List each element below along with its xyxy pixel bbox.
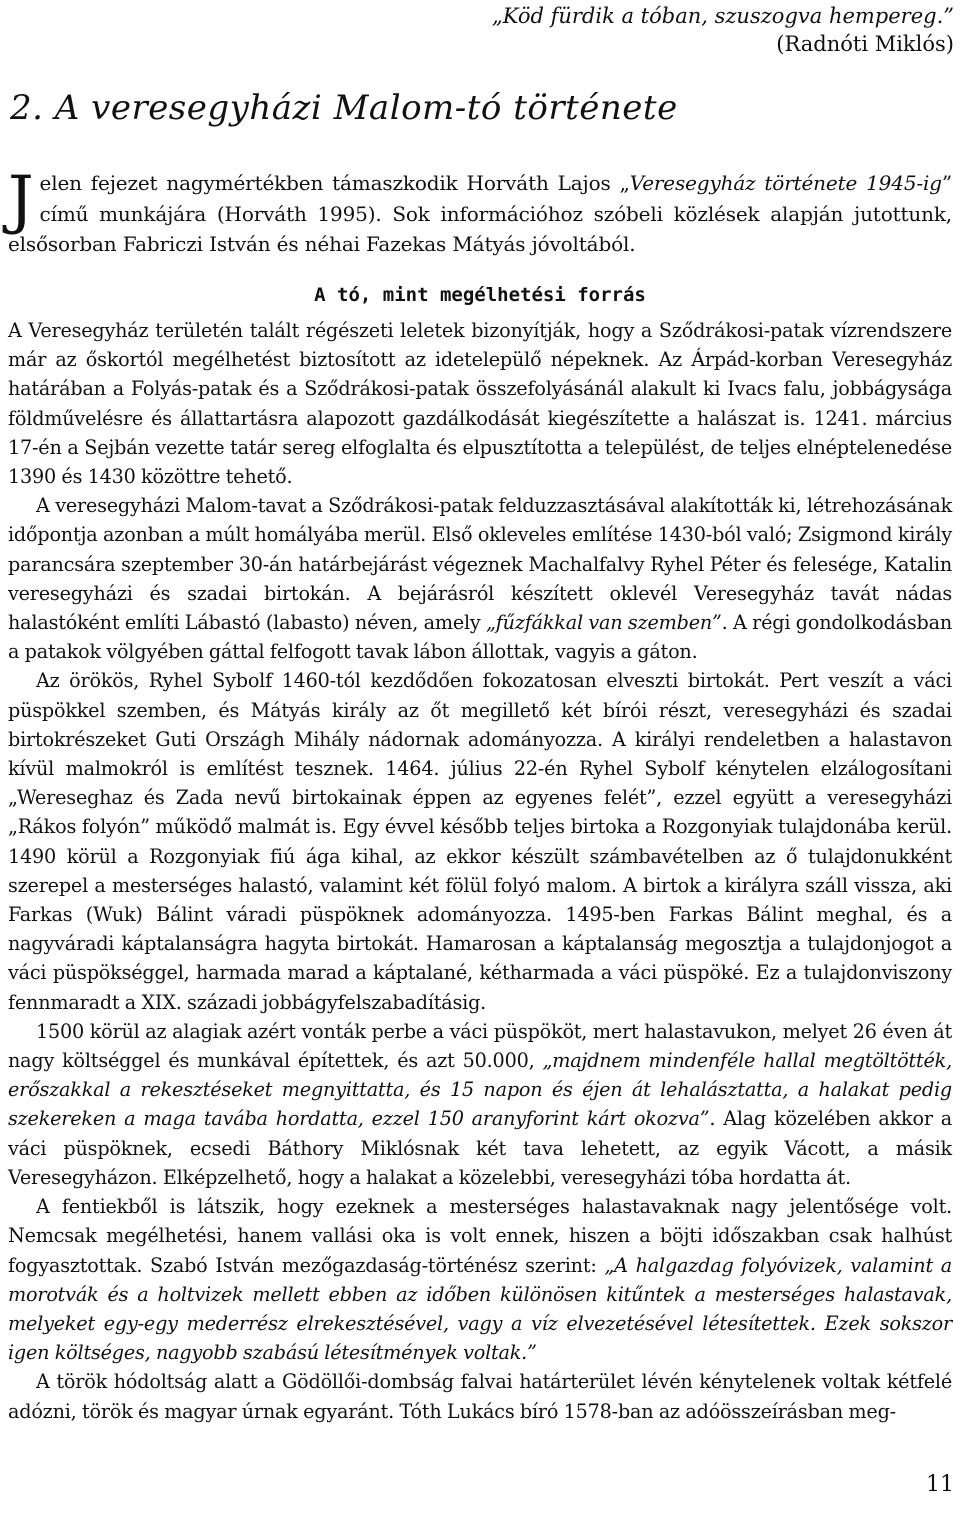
intro-text-end: ” című munkájára (Horváth 1995). Sok információhoz szóbeli közlések alapján jutottunk, elsősorban Fabriczi István és néhai Fazekas Mátyás jóvoltából.	[8, 171, 952, 256]
epigraph	[492, 2, 954, 58]
paragraph-5-text-start: A fentiekből is látszik, hogy ezeknek a mesterséges halastavaknak nagy jelentősége volt. Nemcsak megélhetési, hanem vallási oka is volt ennek, hiszen a böjti időszakban csak halhúst fogyasztottak. Szabó István mezőgazdaság-történész szerint:	[8, 1195, 952, 1277]
section-heading: A tó, mint megélhetési forrás	[314, 284, 646, 306]
paragraph-3: Az örökös, Ryhel Sybolf 1460-tól kezdődően fokozatosan elveszti birtokát. Pert veszít a váci püspökkel szemben, és Mátyás király az őt megillető két bírói részt, veresegyházi és szadai birtokrészeket Guti Országh Mihály nádornak adományozza. A királyi rendeletben a halastavon kívül malmokról is említést tesznek. 1464. július 22-én Ryhel Sybolf kénytelen elzálogosítani „Wereseghaz és Zada nevű birtokainak éppen az egyenes felét”, ezzel együtt a veresegyházi „Rákos folyón” működő malmát is. Egy évvel később teljes birtoka a Rozgonyiak tulajdonába kerül. 1490 körül a Rozgonyiak fiú ága kihal, az ekkor készült számbavételben az ő tulajdonukként szerepel a mesterséges halastó, valamint két fölül folyó malom. A birtok a királyra száll vissza, aki Farkas (Wuk) Bálint váradi püspöknek adományozza. 1495-ben Farkas Bálint meghal, és a nagyváradi káptalanságra hagyta birtokát. Hamarosan a káptalanság megosztja a tulajdonjogot a váci püspökséggel, harmada marad a káptalané, kétharmada a váci püspöké. Ez a tulajdonviszony fennmaradt a XIX. századi jobbágyfelszabadításig.	[8, 669, 952, 1014]
page-number: 11	[926, 1472, 954, 1497]
paragraph-5-quote: „A halgazdag folyóvizek, valamint a morotvák és a holtvizek mellett ebben az időben különösen kitűntek a mesterséges halastavak, melyeket egy-egy mederrész elrekesztésével, vagy a víz elvezetésével létesítettek. Ezek sokszor igen költséges, nagyobb szabású létesítmények voltak.”	[8, 1253, 952, 1365]
intro-paragraph	[8, 163, 952, 260]
drop-cap: J	[8, 163, 34, 237]
paragraph-1: A Veresegyház területén talált régészeti leletek bizonyítják, hogy a Sződrákosi-patak vízrendszere már az őskortól megélhetést biztosított az idetelepülő népeknek. Az Árpád-korban Veresegyház határában a Folyás-patak és a Sződrákosi-patak összefolyásánál alakult ki Ivacs falu, jobbágysága földművelésre és állattartásra alapozott gazdálkodását kiegészítette a halászat is. 1241. március 17-én a Sejbán vezette tatár sereg elfoglalta és elpusztította a települést, de teljes elnéptelenedése 1390 és 1430 közöttre tehető.	[8, 319, 952, 489]
paragraph-2-text-start: A veresegyházi Malom-tavat a Sződrákosi-patak felduzzasztásával alakították ki, létrehozásának időpontja azonban a múlt homályába merül. Első okleveles említése 1430-ból való; Zsigmond király parancsára szeptember 30-án határbejárást végeznek Machalfalvy Ryhel Péter és felesége, Katalin veresegyházi és szadai birtokán. A bejárásról készített oklevél Veresegyház tavát nádas halastóként említi Lábastó (labasto) néven, amely	[8, 494, 952, 635]
epigraph-quote: „Köd fürdik a tóban, szuszogva hempereg.”	[491, 4, 954, 28]
paragraph-6: A török hódoltság alatt a Gödöllői-dombság falvai határterület lévén kénytelenek voltak kétfelé adózni, török és magyar úrnak egyaránt. Tóth Lukács bíró 1578-ban az adóösszeírásban meg-	[8, 1370, 952, 1423]
epigraph-author: (Radnóti Miklós)	[776, 32, 954, 56]
paragraph-2	[8, 491, 952, 666]
paragraph-4-text-start: 1500 körül az alagiak azért vonták perbe a váci püspököt, mert halastavukon, melyet 26 éven át nagy költséggel és munkával építettek, és azt 50.000,	[8, 1019, 952, 1073]
paragraph-5	[8, 1192, 952, 1367]
paragraph-2-text-end: . A régi gondolkodásban a patakok völgyében gáttal felfogott tavak lábon állottak, vagyis a gáton.	[8, 611, 952, 664]
paragraph-4-quote: „majdnem mindenféle hallal megtöltötték, erőszakkal a rekesztéseket megnyittatta, és 15 napon és éjen át lehalásztatta, a halakat pedig szekereken a maga tavába hordatta, ezzel 150 aranyforint kárt okozva”	[8, 1049, 952, 1131]
body-text	[8, 316, 952, 1426]
paragraph-2-quote: „fűzfákkal van szemben”	[486, 611, 722, 635]
paragraph-4-text-end: . Alag közelében akkor a váci püspöknek, ecsedi Báthory Miklósnak két tava lehetett, az egyik Vácott, a másik Veresegyházon. Elképzelhető, hogy a halakat a közelebbi, veresegyházi tóba hordatta át.	[8, 1107, 952, 1189]
chapter-title: 2. A veresegyházi Malom-tó története	[10, 88, 678, 128]
paragraph-4	[8, 1017, 952, 1192]
intro-book-title: Veresegyház története 1945-ig	[629, 171, 942, 195]
intro-text-start: elen fejezet nagymértékben támaszkodik Horváth Lajos „	[39, 171, 630, 195]
